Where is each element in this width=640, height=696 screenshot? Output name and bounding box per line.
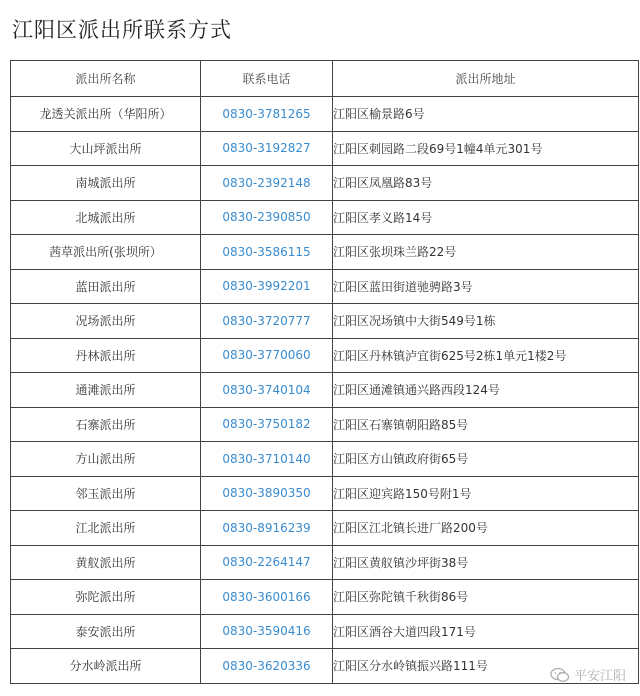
station-name: 丹林派出所 [11,338,201,373]
header-station-name: 派出所名称 [11,61,201,97]
station-name: 龙透关派出所（华阳所） [11,97,201,132]
table-row [11,614,639,649]
phone-number[interactable]: 0830-3710140 [201,442,333,477]
station-address: 江阳区弥陀镇千秋街86号 [333,580,639,615]
station-name: 泰安派出所 [11,614,201,649]
watermark-text: 平安江阳 [573,669,626,684]
station-address: 江阳区况场镇中大街549号1栋 [333,304,639,339]
station-address: 江阳区张坝珠兰路22号 [333,235,639,270]
station-name: 大山坪派出所 [11,131,201,166]
phone-number[interactable]: 0830-3720777 [201,304,333,339]
phone-number[interactable]: 0830-2264147 [201,545,333,580]
station-name: 蓝田派出所 [11,269,201,304]
table-row [11,545,639,580]
phone-number[interactable]: 0830-8916239 [201,511,333,546]
phone-number[interactable]: 0830-3740104 [201,373,333,408]
table-row [11,511,639,546]
phone-number[interactable]: 0830-3770060 [201,338,333,373]
station-address: 江阳区石寨镇朝阳路85号 [333,407,639,442]
table-header-row [11,61,639,97]
station-address: 江阳区蓝田街道驰骋路3号 [333,269,639,304]
table-row [11,442,639,477]
phone-number[interactable]: 0830-3992201 [201,269,333,304]
station-address: 江阳区江北镇长进厂路200号 [333,511,639,546]
police-station-table [10,60,639,684]
station-name: 北城派出所 [11,200,201,235]
station-address: 江阳区刺园路二段69号1幢4单元301号 [333,131,639,166]
page-title: 江阳区派出所联系方式 [12,18,232,42]
header-address: 派出所地址 [333,61,639,97]
phone-number[interactable]: 0830-2390850 [201,200,333,235]
station-name: 黄舣派出所 [11,545,201,580]
phone-number[interactable]: 0830-3586115 [201,235,333,270]
station-address: 江阳区黄舣镇沙坪街38号 [333,545,639,580]
table-row [11,476,639,511]
station-name: 南城派出所 [11,166,201,201]
station-address: 江阳区榆景路6号 [333,97,639,132]
station-address: 江阳区丹林镇泸宜街625号2栋1单元1楼2号 [333,338,639,373]
table-row [11,407,639,442]
station-name: 邻玉派出所 [11,476,201,511]
station-address: 江阳区迎宾路150号附1号 [333,476,639,511]
table-row [11,304,639,339]
station-name: 江北派出所 [11,511,201,546]
phone-number[interactable]: 0830-3620336 [201,649,333,684]
station-address: 江阳区凤凰路83号 [333,166,639,201]
phone-number[interactable]: 0830-3590416 [201,614,333,649]
table-row [11,131,639,166]
phone-number[interactable]: 0830-3750182 [201,407,333,442]
header-phone: 联系电话 [201,61,333,97]
station-address: 江阳区通滩镇通兴路西段124号 [333,373,639,408]
station-name: 分水岭派出所 [11,649,201,684]
wechat-icon [550,667,570,683]
watermark [550,665,626,684]
table-row [11,200,639,235]
table-row [11,338,639,373]
table-row [11,235,639,270]
station-name: 况场派出所 [11,304,201,339]
table-row [11,97,639,132]
table-row [11,166,639,201]
station-address: 江阳区孝义路14号 [333,200,639,235]
phone-number[interactable]: 0830-3192827 [201,131,333,166]
station-address: 江阳区酒谷大道四段171号 [333,614,639,649]
station-name: 石寨派出所 [11,407,201,442]
station-name: 茜草派出所(张坝所） [11,235,201,270]
table-row [11,373,639,408]
station-address: 江阳区方山镇政府街65号 [333,442,639,477]
phone-number[interactable]: 0830-3890350 [201,476,333,511]
station-name: 方山派出所 [11,442,201,477]
phone-number[interactable]: 0830-3600166 [201,580,333,615]
table-row [11,580,639,615]
station-name: 弥陀派出所 [11,580,201,615]
station-name: 通滩派出所 [11,373,201,408]
table-row [11,649,639,684]
phone-number[interactable]: 0830-3781265 [201,97,333,132]
station-address: 江阳区分水岭镇振兴路111号 [333,649,639,684]
table-row [11,269,639,304]
phone-number[interactable]: 0830-2392148 [201,166,333,201]
